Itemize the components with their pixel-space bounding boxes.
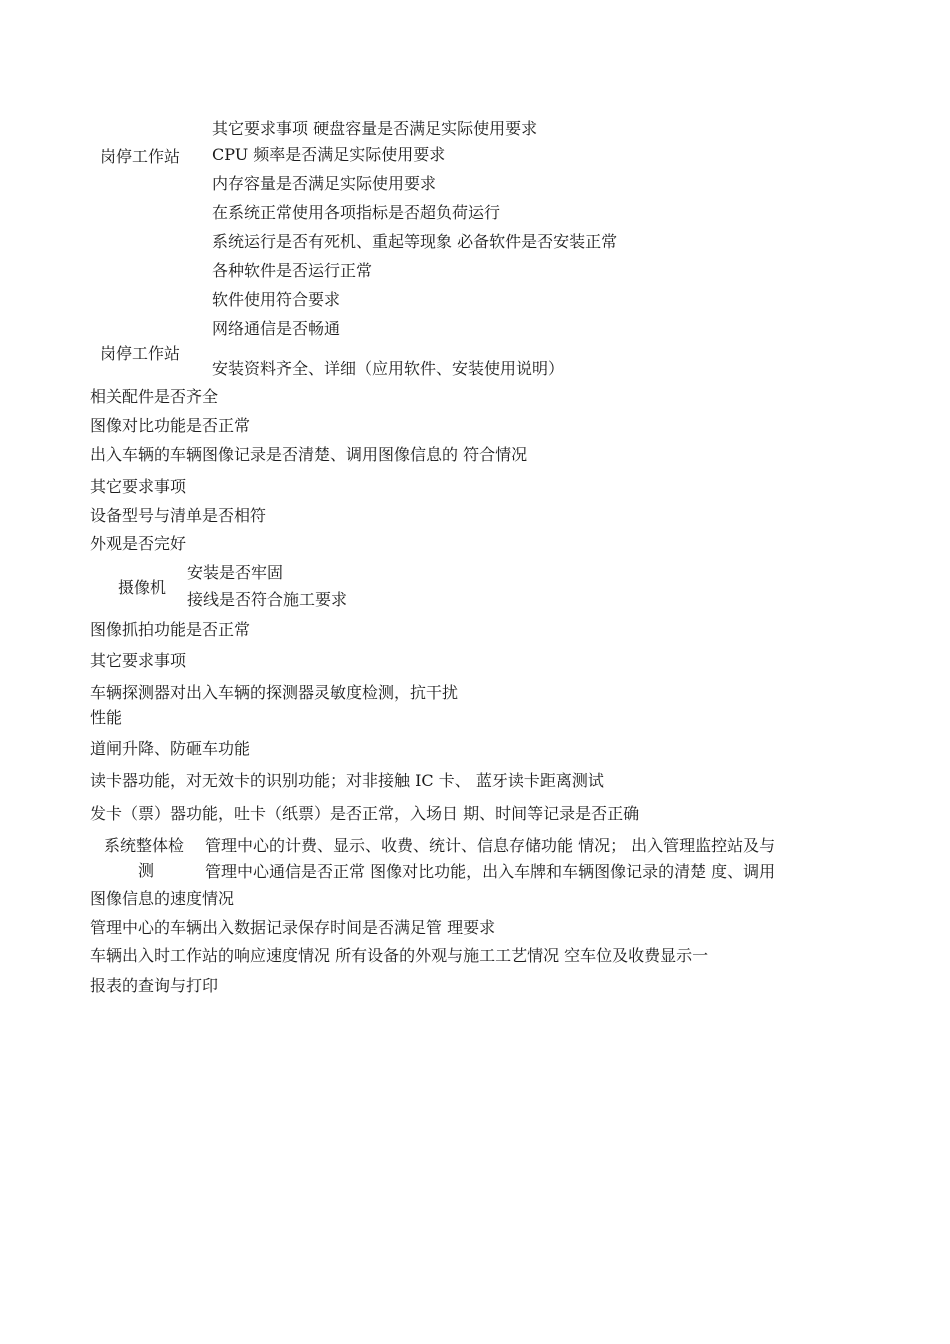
text-line: 其它要求事项 硬盘容量是否满足实际使用要求 [212, 119, 538, 138]
text-line: 车辆出入时工作站的响应速度情况 所有设备的外观与施工工艺情况 空车位及收费显示一 [90, 946, 709, 965]
row-label: 摄像机 [118, 578, 167, 597]
text-line: 接线是否符合施工要求 [187, 590, 348, 609]
text-line: 图像对比功能是否正常 [90, 416, 251, 435]
text-line: 管理中心的车辆出入数据记录保存时间是否满足管 理要求 [90, 918, 496, 937]
text-line: 系统运行是否有死机、重起等现象 必备软件是否安装正常 [212, 232, 618, 251]
text-line: 报表的查询与打印 [90, 976, 219, 995]
text-line: 安装资料齐全、详细（应用软件、安装使用说明） [212, 359, 565, 378]
row-label: 测 [138, 861, 155, 880]
text-line: 车辆探测器对出入车辆的探测器灵敏度检测，抗干扰 [90, 683, 459, 702]
text-line: 外观是否完好 [90, 534, 187, 553]
text-line: 读卡器功能，对无效卡的识别功能；对非接触 IC 卡、 蓝牙读卡距离测试 [90, 771, 604, 790]
text-line: 其它要求事项 [90, 477, 187, 496]
text-line: 安装是否牢固 [187, 563, 284, 582]
text-line: 管理中心通信是否正常 图像对比功能，出入车牌和车辆图像记录的清楚 度、调用 [205, 862, 776, 881]
text-line: 在系统正常使用各项指标是否超负荷运行 [212, 203, 501, 222]
text-line: 各种软件是否运行正常 [212, 261, 373, 280]
text-line: 网络通信是否畅通 [212, 319, 341, 338]
text-line: 管理中心的计费、显示、收费、统计、信息存储功能 情况； 出入管理监控站及与 [205, 836, 776, 855]
text-line: 相关配件是否齐全 [90, 387, 219, 406]
text-line: 性能 [90, 708, 123, 727]
row-label: 系统整体检 [104, 836, 185, 855]
text-line: 软件使用符合要求 [212, 290, 341, 309]
text-line: 发卡（票）器功能，吐卡（纸票）是否正常，入场日 期、时间等记录是否正确 [90, 804, 640, 823]
text-line: CPU 频率是否满足实际使用要求 [212, 145, 446, 164]
text-line: 设备型号与清单是否相符 [90, 506, 267, 525]
text-line: 道闸升降、防砸车功能 [90, 739, 251, 758]
row-label: 岗停工作站 [100, 147, 181, 166]
text-line: 出入车辆的车辆图像记录是否清楚、调用图像信息的 符合情况 [90, 445, 528, 464]
row-label: 岗停工作站 [100, 344, 181, 363]
text-line: 图像抓拍功能是否正常 [90, 620, 251, 639]
text-line: 其它要求事项 [90, 651, 187, 670]
text-line: 图像信息的速度情况 [90, 889, 235, 908]
text-line: 内存容量是否满足实际使用要求 [212, 174, 437, 193]
